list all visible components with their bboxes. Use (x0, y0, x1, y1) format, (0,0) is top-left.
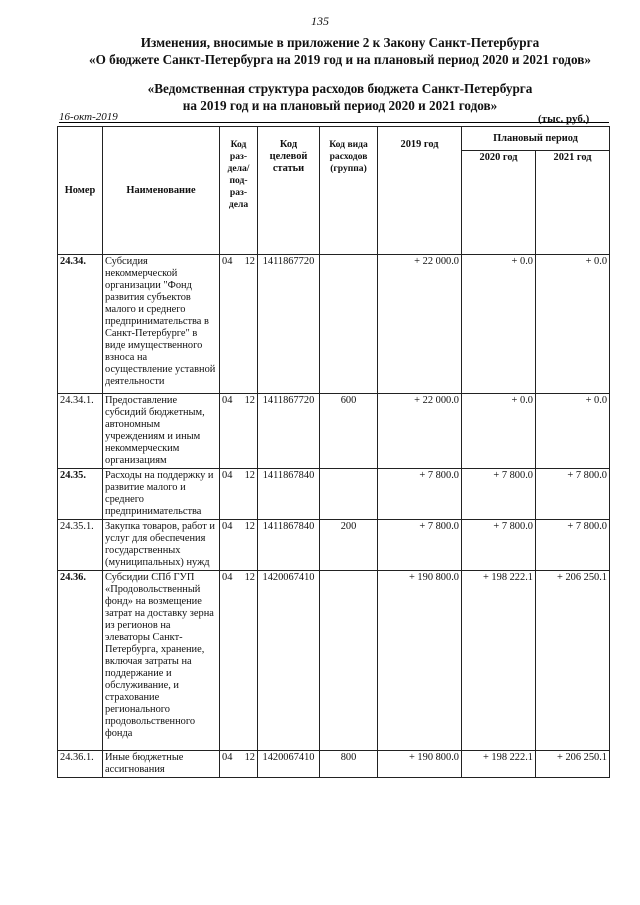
row-name: Закупка товаров, работ и услуг для обеспечения государственных (муниципальных) нужд (103, 520, 220, 571)
row-number: 24.34. (58, 255, 103, 394)
row-expense-type (320, 469, 378, 520)
document-title (40, 34, 640, 68)
row-section-code (220, 469, 258, 520)
row-subsection: 12 (244, 395, 255, 406)
title-line-1: Изменения, вносимые в приложение 2 к Закону Санкт-Петербурга (140, 35, 540, 50)
row-section: 04 (222, 256, 233, 267)
row-name: Субсидии СПб ГУП «Продовольственный фонд» на возмещение затрат на доставку зерна из регионов на элеваторы Санкт-Петербурга, хранение, включая затраты на поддержание и обслуживание, и страхование регионального продовольственного фонда (103, 571, 220, 751)
subtitle-line-2: на 2019 год и на плановый период 2020 и 2021 годов» (182, 98, 498, 113)
row-value-2019: + 190 800.0 (378, 571, 462, 751)
row-number: 24.34.1. (58, 394, 103, 469)
row-value-2019: + 7 800.0 (378, 520, 462, 571)
row-value-2019: + 7 800.0 (378, 469, 462, 520)
row-target-code: 1411867720 (258, 394, 320, 469)
row-name: Субсидия некоммерческой организации "Фонд развития субъектов малого и среднего предпринимательства в Санкт-Петербурге" в виде имущественного взноса на осуществление уставной деятельности (103, 255, 220, 394)
row-value-2019: + 22 000.0 (378, 255, 462, 394)
header-number: Номер (58, 127, 103, 255)
row-name: Расходы на поддержку и развитие малого и среднего предпринимательства (103, 469, 220, 520)
top-rule (59, 122, 609, 123)
row-section-code (220, 571, 258, 751)
row-subsection: 12 (244, 752, 255, 763)
row-expense-type (320, 571, 378, 751)
row-target-code: 1420067410 (258, 751, 320, 778)
row-section-code (220, 751, 258, 778)
row-target-code: 1411867720 (258, 255, 320, 394)
row-value-2021: + 0.0 (536, 255, 610, 394)
row-expense-type: 600 (320, 394, 378, 469)
row-value-2021: + 7 800.0 (536, 469, 610, 520)
row-section: 04 (222, 752, 233, 763)
table-row (58, 520, 610, 571)
document-subtitle (40, 80, 640, 114)
row-value-2019: + 190 800.0 (378, 751, 462, 778)
row-value-2020: + 198 222.1 (462, 571, 536, 751)
row-section: 04 (222, 395, 233, 406)
units-label: (тыс. руб.) (538, 113, 590, 125)
row-expense-type (320, 255, 378, 394)
header-2020: 2020 год (462, 151, 536, 255)
row-subsection: 12 (244, 572, 255, 583)
row-number: 24.35. (58, 469, 103, 520)
table-row (58, 751, 610, 778)
document-date: 16-окт-2019 (59, 111, 118, 123)
row-subsection: 12 (244, 521, 255, 532)
row-value-2021: + 7 800.0 (536, 520, 610, 571)
row-target-code: 1411867840 (258, 520, 320, 571)
row-value-2021: + 0.0 (536, 394, 610, 469)
table-row (58, 394, 610, 469)
row-section-code (220, 394, 258, 469)
header-section-code: Код раз-дела/ под-раз-дела (220, 127, 258, 255)
subtitle-line-1: «Ведомственная структура расходов бюджета Санкт-Петербурга (147, 81, 533, 96)
row-name: Иные бюджетные ассигнования (103, 751, 220, 778)
row-value-2021: + 206 250.1 (536, 751, 610, 778)
row-target-code: 1411867840 (258, 469, 320, 520)
row-subsection: 12 (244, 256, 255, 267)
header-2019: 2019 год (378, 127, 462, 255)
row-target-code: 1420067410 (258, 571, 320, 751)
row-value-2020: + 7 800.0 (462, 469, 536, 520)
page-number: 135 (311, 14, 329, 28)
row-value-2020: + 0.0 (462, 255, 536, 394)
row-value-2020: + 198 222.1 (462, 751, 536, 778)
row-section-code (220, 255, 258, 394)
row-expense-type: 800 (320, 751, 378, 778)
row-section: 04 (222, 470, 233, 481)
row-subsection: 12 (244, 470, 255, 481)
row-value-2020: + 7 800.0 (462, 520, 536, 571)
row-value-2019: + 22 000.0 (378, 394, 462, 469)
row-section-code (220, 520, 258, 571)
row-number: 24.36. (58, 571, 103, 751)
row-expense-type: 200 (320, 520, 378, 571)
row-name: Предоставление субсидий бюджетным, автономным учреждениям и иным некоммерческим организациям (103, 394, 220, 469)
row-section: 04 (222, 521, 233, 532)
header-row (58, 127, 610, 151)
row-number: 24.36.1. (58, 751, 103, 778)
header-2021: 2021 год (536, 151, 610, 255)
header-target-code: Код целевой статьи (258, 127, 320, 255)
title-line-2: «О бюджете Санкт-Петербурга на 2019 год и на плановый период 2020 и 2021 годов» (89, 52, 591, 67)
header-expense-type: Код вида расходов (группа) (320, 127, 378, 255)
expenditure-table (57, 126, 610, 778)
table-row (58, 255, 610, 394)
table-row (58, 571, 610, 751)
row-section: 04 (222, 572, 233, 583)
row-value-2021: + 206 250.1 (536, 571, 610, 751)
table-row (58, 469, 610, 520)
header-name: Наименование (103, 127, 220, 255)
row-value-2020: + 0.0 (462, 394, 536, 469)
row-number: 24.35.1. (58, 520, 103, 571)
header-planned-period: Плановый период (462, 127, 610, 151)
